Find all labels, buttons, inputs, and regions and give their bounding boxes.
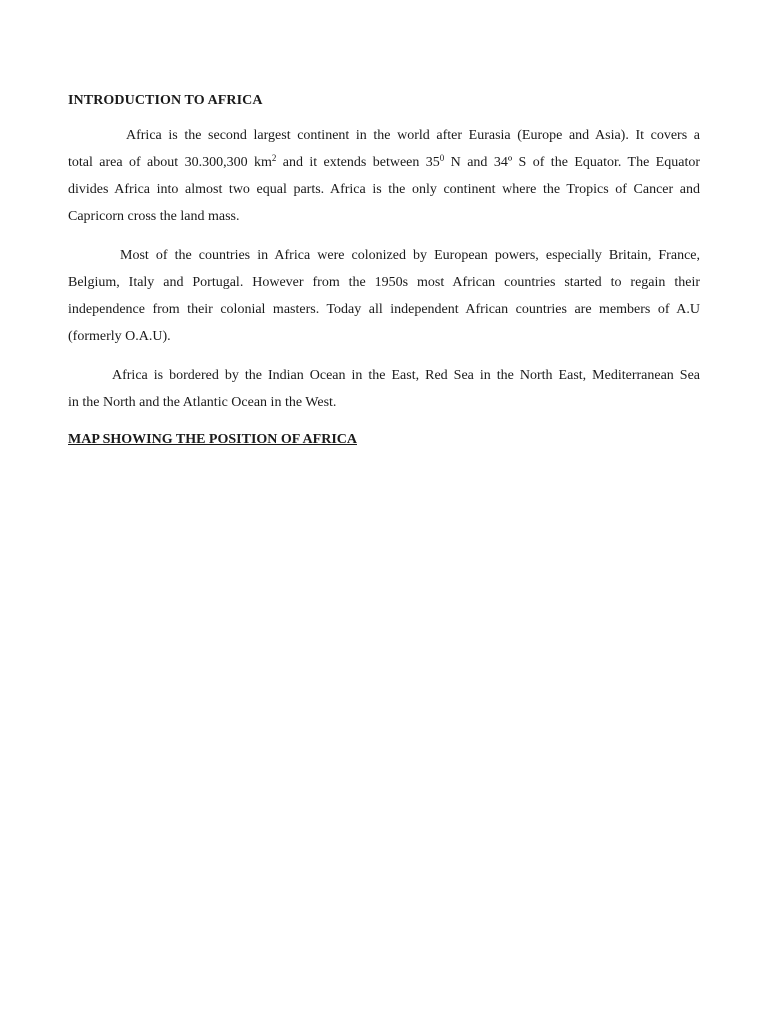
paragraph-borders-line-1: Africa is bordered by the Indian Ocean in the East, Red Sea in the North East, Mediterranean Sea xyxy=(112,368,700,383)
paragraph-borders xyxy=(68,362,700,416)
map-section-heading: MAP SHOWING THE POSITION OF AFRICA xyxy=(68,432,357,447)
paragraph-colonization-line-1: Most of the countries in Africa were colonized by European powers, especially Britain, France, xyxy=(120,248,700,263)
degree-superscript: 0 xyxy=(439,153,445,163)
paragraph-borders-line-2: in the North and the Atlantic Ocean in the West. xyxy=(68,395,337,410)
paragraph-intro-line-3: divides Africa into almost two equal parts. Africa is the only continent where the Tropics of Cancer and xyxy=(68,182,700,197)
document-page xyxy=(68,0,700,1024)
paragraph-colonization-line-2: Belgium, Italy and Portugal. However from the 1950s most African countries started to regain their xyxy=(68,275,700,290)
paragraph-intro-line-2 xyxy=(68,149,700,176)
extent-text: and it extends between 35 xyxy=(276,155,440,170)
paragraph-colonization-line-3: independence from their colonial masters. Today all independent African countries are members of A.U xyxy=(68,302,700,317)
equator-text: N and 34º S of the Equator. The Equator xyxy=(444,155,700,170)
paragraph-intro-line-1: Africa is the second largest continent in the world after Eurasia (Europe and Asia). It covers a xyxy=(126,128,700,143)
paragraph-intro xyxy=(68,122,700,230)
area-text: total area of about 30.300,300 km xyxy=(68,155,272,170)
page-title: INTRODUCTION TO AFRICA xyxy=(68,93,263,108)
squared-superscript: 2 xyxy=(271,153,277,163)
paragraph-colonization xyxy=(68,242,700,350)
paragraph-intro-line-4: Capricorn cross the land mass. xyxy=(68,209,240,224)
paragraph-colonization-line-4: (formerly O.A.U). xyxy=(68,329,171,344)
